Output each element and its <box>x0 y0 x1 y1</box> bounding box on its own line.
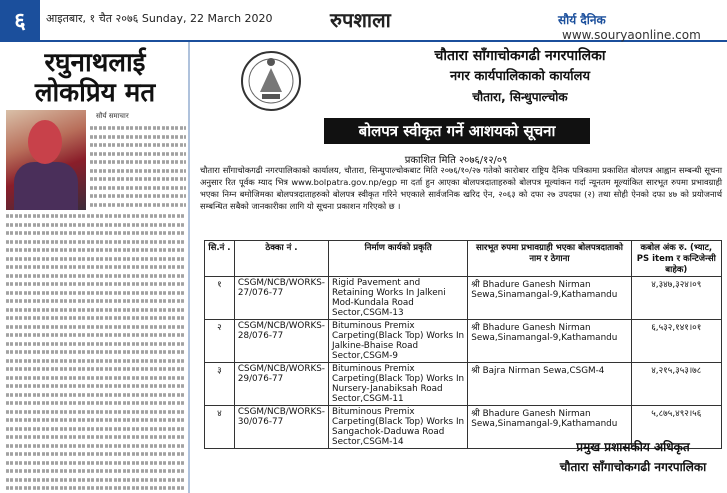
article-text-block-1 <box>90 124 186 209</box>
article-text-block-2 <box>6 212 186 493</box>
col-work: निर्माण कार्यको प्रकृति <box>328 241 467 277</box>
row-contract: CSGM/NCB/WORKS-28/076-77 <box>234 320 328 363</box>
row-work: Bituminous Premix Carpeting(Black Top) Works In Jalkine-Bhaise Road Sector,CSGM-9 <box>328 320 467 363</box>
row-contract: CSGM/NCB/WORKS-30/076-77 <box>234 406 328 449</box>
office-name: नगर कार्यपालिकाको कार्यालय <box>449 69 591 84</box>
row-work: Bituminous Premix Carpeting(Black Top) Works In Sangachok-Daduwa Road Sector,CSGM-14 <box>328 406 467 449</box>
row-contract: CSGM/NCB/WORKS-29/076-77 <box>234 363 328 406</box>
row-bidder: श्री Bhadure Ganesh Nirman Sewa,Sinamangal-9,Kathamandu <box>468 320 631 363</box>
table-row <box>205 320 722 363</box>
side-article <box>0 40 188 493</box>
dateline: आइतबार, १ चैत २०७६ Sunday, 22 March 2020 <box>46 12 273 25</box>
signature-title: प्रमुख प्रशासकीय अधिकृत <box>576 440 690 454</box>
row-bidder: श्री Bajra Nirman Sewa,CSGM-4 <box>468 363 631 406</box>
row-amount: ५,८७५,४९२।५६ <box>631 406 721 449</box>
brand <box>558 11 727 42</box>
row-sn: २ <box>205 320 235 363</box>
row-work: Bituminous Premix Carpeting(Black Top) Works In Nursery-Janabiksah Road Sector,CSGM-11 <box>328 363 467 406</box>
col-sn: सि.नं . <box>205 241 235 277</box>
section-title: रुपशाला <box>330 8 391 32</box>
table-header-row <box>205 241 722 277</box>
column-divider <box>188 40 190 493</box>
notice-paragraph: चौतारा साँगाचोकगढी नगरपालिकाको कार्यालय, चौतारा, सिन्धुपाल्चोकबाट मिति २०७६/१०/२७ गतेको कारोबार राष्ट्रिय दैनिक पत्रिकामा प्रकाशित बोलपत्र आह्वान सम्बन्धी सूचना अनुसार रित पूर्वक म्याद भित्र www.bolpatra.gov.np/egp मा दर्ता हुन आएका बोलपत्रदाताहरुको बोलपत्र मूल्यांकन गर्दा न्यूनतम मूल्यांकित सारभूत रुपमा प्रभावग्राही भएका निम्न बमोजिमका बोलपत्रदाताहरुको बोलपत्र स्वीकृत गरिने भएकाले सार्वजनिक खरिद ऐन, २०६३ को दफा २७ उपदफा (२) तथा सोही ऐनको दफा ४७ को प्रयोजनार्थ सम्बन्धित सबैको जानकारीका लागि यो सूचना प्रकाशन गरिएको छ । <box>200 165 722 211</box>
org-name: चौतारा साँगाचोकगढी नगरपालिका <box>434 48 606 64</box>
photo-figure-body <box>14 162 78 210</box>
bids-table <box>204 240 722 449</box>
row-contract: CSGM/NCB/WORKS-27/076-77 <box>234 277 328 320</box>
row-amount: ६,५३२,१४१।०१ <box>631 320 721 363</box>
table-row <box>205 277 722 320</box>
row-bidder: श्री Bhadure Ganesh Nirman Sewa,Sinamangal-9,Kathamandu <box>468 277 631 320</box>
signature-office: चौतारा साँगाचोकगढी नगरपालिका <box>559 460 707 474</box>
row-sn: ४ <box>205 406 235 449</box>
photo-figure-face <box>28 120 62 164</box>
row-sn: ३ <box>205 363 235 406</box>
article-byline: सौर्य समाचार <box>96 112 129 120</box>
col-contract: ठेक्का नं . <box>234 241 328 277</box>
row-amount: ४,३४७,३२४।०९ <box>631 277 721 320</box>
table-row <box>205 363 722 406</box>
published-date: प्रकाशित मिति २०७६/१२/०९ <box>404 155 508 166</box>
article-photo <box>6 110 86 210</box>
article-headline: रघुनाथलाई लोकप्रिय मत <box>34 48 156 108</box>
row-work: Rigid Pavement and Retaining Works In Jalkeni Mod-Kundala Road Sector,CSGM-13 <box>328 277 467 320</box>
office-address: चौतारा, सिन्धुपाल्चोक <box>472 90 568 104</box>
newspaper-header <box>0 0 727 42</box>
col-bidder: सारभूत रुपमा प्रभावग्राही भएका बोलपत्रदाताको नाम र ठेगाना <box>468 241 631 277</box>
bid-notice <box>196 46 727 493</box>
brand-name: सौर्य दैनिक <box>558 13 606 27</box>
row-sn: १ <box>205 277 235 320</box>
row-amount: ४,२१५,३५३।७८ <box>631 363 721 406</box>
notice-title: बोलपत्र स्वीकृत गर्ने आशयको सूचना <box>324 118 590 144</box>
page-number: ६ <box>0 0 40 40</box>
nepal-emblem-icon <box>240 48 302 114</box>
brand-site: www.souryaonline.com <box>562 28 701 42</box>
col-amount: कबोल अंक रु. (भ्याट, PS item र कन्टिजेन्सी बाहेक) <box>631 241 721 277</box>
row-bidder: श्री Bhadure Ganesh Nirman Sewa,Sinamangal-9,Kathamandu <box>468 406 631 449</box>
